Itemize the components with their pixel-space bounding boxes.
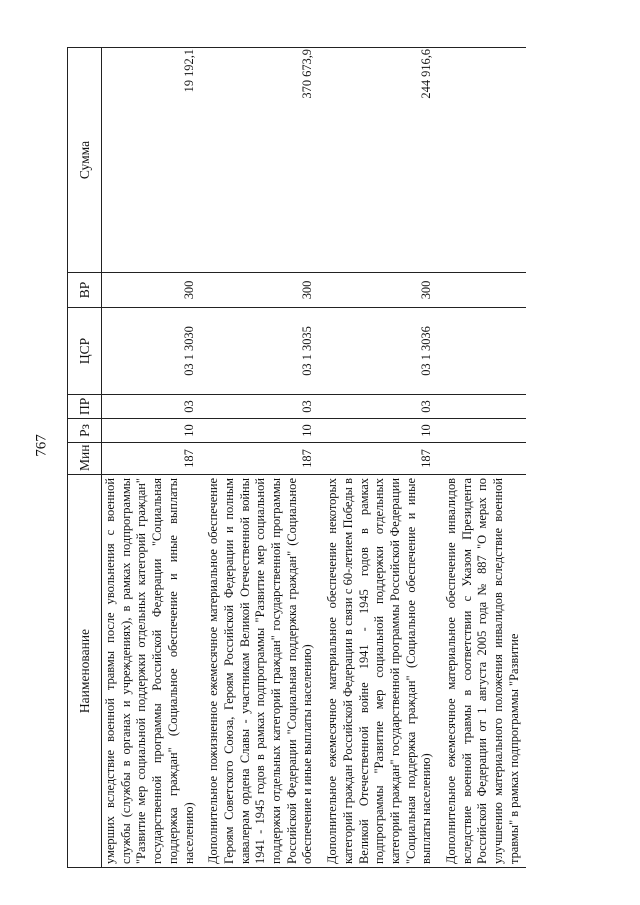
table-row	[102, 48, 201, 868]
header-vr: ВР	[68, 273, 102, 308]
header-sum: Сумма	[68, 48, 102, 273]
row-rz: 10	[102, 419, 201, 443]
row-rz: 10	[319, 419, 438, 443]
row-csr: 03 1 3030	[102, 308, 201, 395]
header-name: Наименование	[68, 475, 102, 868]
table-row	[438, 48, 526, 868]
header-csr: ЦСР	[68, 308, 102, 395]
row-sum: 244 916,6	[319, 48, 438, 273]
table-row	[319, 48, 438, 868]
row-min: 187	[102, 443, 201, 475]
row-name: Дополнительное ежемесячное материальное обеспечение некоторых категорий граждан Российской Федерации в связи с 60-летием Победы в Великой Отечественной войне 1941 - 1945 годов в рамках подпрограммы "Развитие мер социальной поддержки отдельных категорий граждан" государственной программы Российской Федерации "Социальная поддержка граждан" (Социальное обеспечение и иные выплаты населению)	[319, 475, 438, 868]
row-csr	[438, 308, 526, 395]
row-vr	[438, 273, 526, 308]
row-name: Дополнительное ежемесячное материальное обеспечение инвалидов вследствие военной травмы в соответствии с Указом Президента Российской Федерации от 1 августа 2005 года № 887 "О мерах по улучшению материального положения инвалидов вследствие военной травмы" в рамках подпрограммы "Развитие	[438, 475, 526, 868]
row-min: 187	[319, 443, 438, 475]
header-rz: Рз	[68, 419, 102, 443]
header-min: Мин	[68, 443, 102, 475]
row-min	[438, 443, 526, 475]
table-row	[200, 48, 319, 868]
page-number: 767	[33, 434, 50, 457]
budget-table	[67, 47, 526, 868]
row-csr: 03 1 3036	[319, 308, 438, 395]
row-sum: 370 673,9	[200, 48, 319, 273]
row-vr: 300	[319, 273, 438, 308]
row-name: Дополнительное пожизненное ежемесячное материальное обеспечение Героям Советского Союза, Героям Российской Федерации и полным кавалерам ордена Славы - участникам Великой Отечественной войны 1941 - 1945 годов в рамках подпрограммы "Развитие мер социальной поддержки отдельных категорий граждан" государственной программы Российской Федерации "Социальная поддержка граждан" (Социальное обеспечение и иные выплаты населению)	[200, 475, 319, 868]
row-name: умерших вследствие военной травмы после увольнения с военной службы (службы в органах и учреждениях), в рамках подпрограммы "Развитие мер социальной поддержки отдельных категорий граждан" государственной программы Российской Федерации "Социальная поддержка граждан" (Социальное обеспечение и иные выплаты населению)	[102, 475, 201, 868]
row-sum	[438, 48, 526, 273]
rotated-table-container	[67, 48, 585, 868]
row-rz: 10	[200, 419, 319, 443]
row-pr: 03	[102, 395, 201, 419]
row-rz	[438, 419, 526, 443]
row-sum: 19 192,1	[102, 48, 201, 273]
row-pr: 03	[200, 395, 319, 419]
row-min: 187	[200, 443, 319, 475]
table-header-row	[68, 48, 102, 868]
row-pr	[438, 395, 526, 419]
row-pr: 03	[319, 395, 438, 419]
header-pr: ПР	[68, 395, 102, 419]
row-csr: 03 1 3035	[200, 308, 319, 395]
row-vr: 300	[200, 273, 319, 308]
row-vr: 300	[102, 273, 201, 308]
